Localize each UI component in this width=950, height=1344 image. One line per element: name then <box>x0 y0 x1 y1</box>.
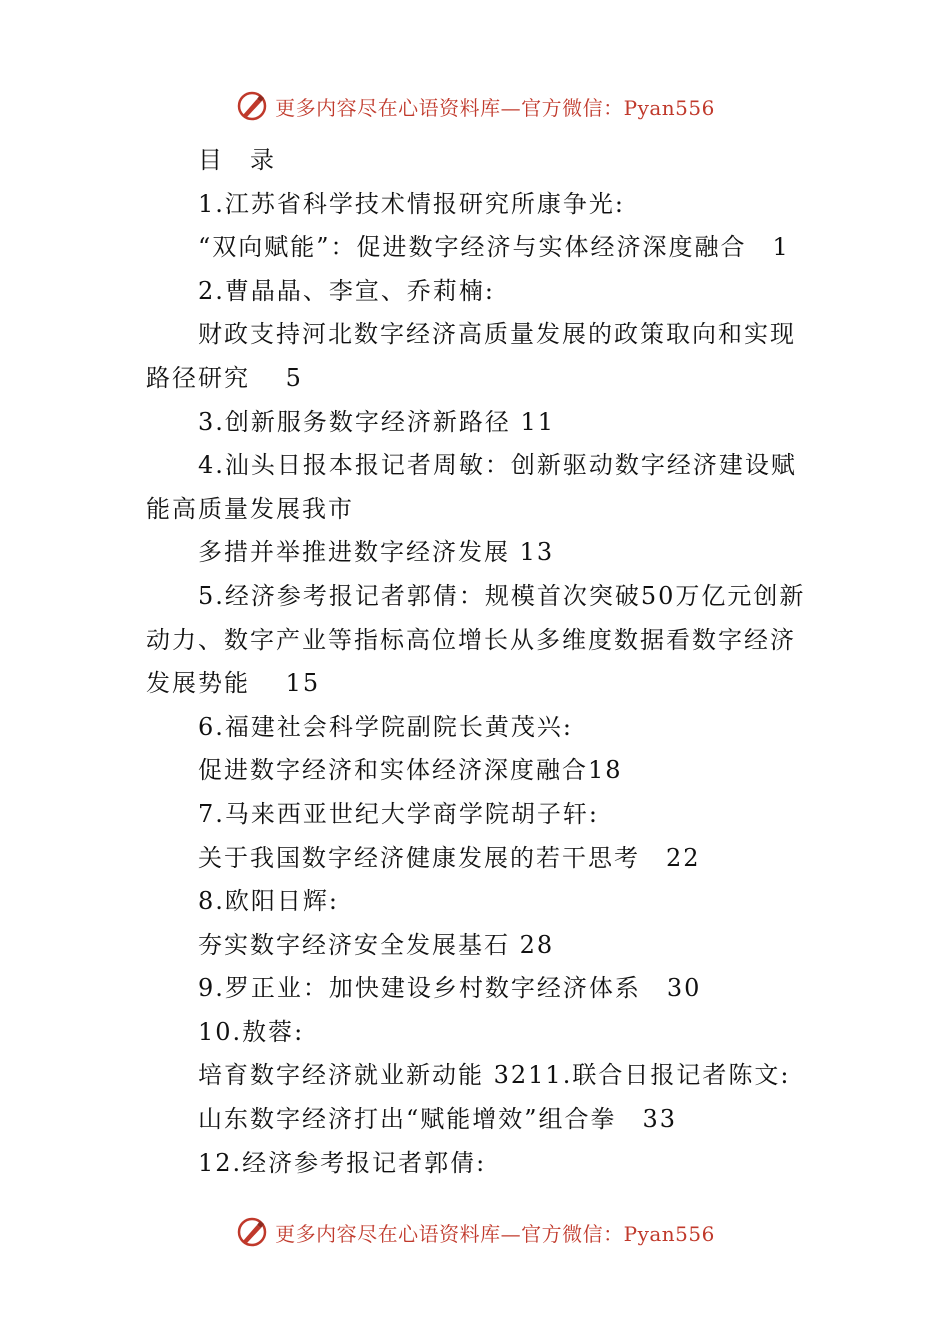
toc-line: “双向赋能”：促进数字经济与实体经济深度融合 1 <box>198 233 790 262</box>
watermark-banner-bottom <box>0 1212 950 1252</box>
toc-line: 培育数字经济就业新动能 3211.联合日报记者陈文: <box>198 1061 791 1090</box>
toc-line: 夯实数字经济安全发展基石 28 <box>198 930 555 959</box>
toc-line: 路径研究 5 <box>146 363 303 392</box>
toc-line: 4.汕头日报本报记者周敏：创新驱动数字经济建设赋 <box>198 451 797 480</box>
toc-line: 关于我国数字经济健康发展的若干思考 22 <box>198 843 701 872</box>
watermark-text: 更多内容尽在心语资料库—官方微信：Pyan556 <box>275 95 715 120</box>
toc-line: 财政支持河北数字经济高质量发展的政策取向和实现 <box>198 320 796 349</box>
toc-line: 2.曹晶晶、李宣、乔莉楠: <box>198 276 495 305</box>
toc-line: 8.欧阳日辉: <box>198 887 339 916</box>
pen-logo-icon <box>235 1215 269 1249</box>
watermark-text: 更多内容尽在心语资料库—官方微信：Pyan556 <box>275 1221 715 1246</box>
table-of-contents <box>146 139 826 1185</box>
toc-line: 7.马来西亚世纪大学商学院胡子轩: <box>198 799 599 828</box>
toc-line: 多措并举推进数字经济发展 13 <box>198 538 555 567</box>
pen-logo-icon <box>235 89 269 123</box>
toc-line: 1.江苏省科学技术情报研究所康争光: <box>198 189 625 218</box>
toc-line: 山东数字经济打出“赋能增效”组合拳 33 <box>198 1105 678 1134</box>
toc-line: 动力、数字产业等指标高位增长从多维度数据看数字经济 <box>146 625 796 654</box>
toc-title: 目 录 <box>198 146 276 174</box>
toc-line: 发展势能 15 <box>146 669 321 698</box>
toc-line: 6.福建社会科学院副院长黄茂兴: <box>198 712 573 741</box>
toc-line: 10.敖蓉: <box>198 1017 305 1046</box>
watermark-banner-top <box>0 86 950 126</box>
toc-line: 12.经济参考报记者郭倩: <box>198 1148 487 1177</box>
toc-line: 促进数字经济和实体经济深度融合18 <box>198 756 623 785</box>
toc-line: 能高质量发展我市 <box>146 494 354 523</box>
toc-line: 5.经济参考报记者郭倩：规模首次突破50万亿元创新 <box>198 581 806 610</box>
toc-line: 9.罗正业：加快建设乡村数字经济体系 30 <box>198 974 702 1003</box>
toc-lines <box>146 183 826 1186</box>
toc-line: 3.创新服务数字经济新路径 11 <box>198 407 556 436</box>
